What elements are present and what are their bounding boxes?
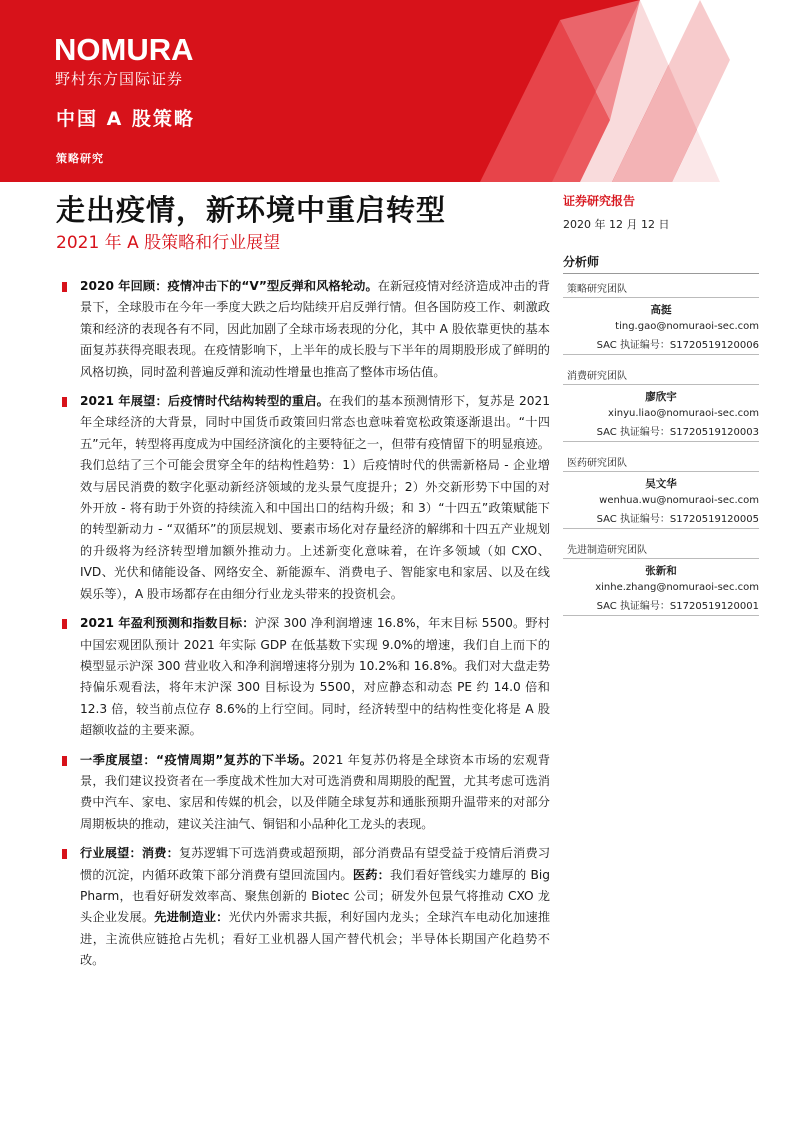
paragraph-text: 复苏逻辑下可选消费或超预期，部分消费品有望受益于疫情后消费习惯的沉淀，内循环政策下部分消费有望回流国内。 bbox=[80, 846, 551, 882]
team-name: 消费研究团队 bbox=[563, 365, 759, 385]
paragraph-text: 在我们的基本预测情形下，复苏是 2021 年全球经济的大背景，同时中国货币政策回归常态也意味着宽松政策逐渐退出。“十四五”元年，转型将再度成为中国经济演化的主要特征之一，但带有疫情留下的明显痕迹。我们总结了三个可能会贯穿全年的结构性趋势：1）后疫情时代的供需新格局 - 企业增效与居民消费的数字化驱动新经济领域的龙头景气度提升；2）外交新形势下中国的对外开放 - 将有助于外资的持续流入和中国出口的结构升级；和 3）“十四五”政策赋能下的转型新动力 - “双循环”的顶层规划、要素市场化对存量经济的解绑和十四五产业规划的升级将为经济转型增加额外推动力。上述新变化意味着，在许多领域（如 CXO、IVD、光伏和储能设备、网络安全、新能源车、消费电子、智能家电和家居、以及在线娱乐等），A 股市场都存在由细分行业龙头带来的投资机会。 bbox=[80, 394, 550, 601]
analyst-name: 廖欣宇 bbox=[645, 391, 677, 403]
team-name: 医药研究团队 bbox=[563, 452, 759, 472]
report-main-title: 走出疫情，新环境中重启转型 bbox=[56, 193, 447, 227]
paragraph-text: 沪深 300 净利润增速 16.8%，年末目标 5500。野村中国宏观团队预计 2021 年实际 GDP 在低基数下实现 9.0%的增速，我们自上而下的模型显示沪深 300 营业收入和净利润增速将分别为 10.2%和 16.8%。我们对大盘走势持偏乐观看法，将年末沪深 300 目标设为 5500，对应静态和动态 PE 约 14.0 倍和 12.3 倍，较当前点位存 8.6%的上行空间。同时，经济转型中的结构性变化将是 A 股超额收益的主要来源。 bbox=[80, 616, 550, 738]
nomura-logo: NOMURA bbox=[54, 32, 194, 67]
bullet-marker bbox=[62, 619, 67, 629]
report-type-label: 证券研究报告 bbox=[563, 194, 636, 208]
analyst-block bbox=[563, 452, 759, 529]
summary-paragraph bbox=[62, 750, 550, 836]
company-name-cn: 野村东方国际证券 bbox=[55, 70, 184, 88]
paragraph-lead-manufacturing: 先进制造业： bbox=[154, 910, 229, 925]
paragraph-lead: 一季度展望：“疫情周期”复苏的下半场。 bbox=[80, 752, 313, 767]
bullet-marker bbox=[62, 282, 67, 292]
paragraph-text: 在新冠疫情对经济造成冲击的背景下，全球股市在今年一季度大跌之后均陆续开启反弹行情。但各国防疫工作、刺激政策和经济的表现各有不同，因此加剧了全球市场表现的分化，其中 A 股依靠更快的基本面复苏获得亮眼表现。在疫情影响下，上半年的成长股与下半年的周期股形成了鲜明的风格切换，同时盈利普遍反弹和流动性增量也推高了整体市场估值。 bbox=[80, 279, 550, 379]
analyst-email-link[interactable]: xinhe.zhang@nomuraoi-sec.com bbox=[595, 582, 759, 593]
team-name: 策略研究团队 bbox=[563, 278, 759, 298]
report-summary-body bbox=[62, 276, 550, 980]
bullet-marker bbox=[62, 849, 67, 859]
paragraph-lead: 2021 年展望：后疫情时代结构转型的重启。 bbox=[80, 394, 330, 409]
analyst-sac-number: SAC 执证编号：S1720519120005 bbox=[596, 514, 759, 525]
bullet-marker bbox=[62, 397, 67, 407]
analyst-name: 张新和 bbox=[645, 565, 677, 577]
analyst-sac-number: SAC 执证编号：S1720519120003 bbox=[596, 427, 759, 438]
team-name: 先进制造研究团队 bbox=[563, 539, 759, 559]
paragraph-text-pharma: 我们看好管线实力雄厚的 Big Pharm，也看好研发效率高、聚焦创新的 Biotec 公司；研发外包景气将推动 CXO 龙头企业发展。 bbox=[80, 867, 551, 925]
paragraph-text-manufacturing: 光伏内外需求共振，利好国内龙头；全球汽车电动化加速推进，主流供应链抢占先机；看好工业机器人国产替代机会；半导体长期国产化趋势不改。 bbox=[80, 910, 551, 968]
paragraph-lead: 2021 年盈利预测和指数目标： bbox=[80, 616, 255, 631]
header-banner bbox=[0, 0, 800, 182]
analyst-sac-number: SAC 执证编号：S1720519120001 bbox=[596, 601, 759, 612]
analyst-block bbox=[563, 539, 759, 616]
summary-paragraph bbox=[62, 613, 550, 741]
analyst-name: 高挺 bbox=[650, 304, 672, 316]
analyst-name: 吴文华 bbox=[645, 478, 677, 490]
summary-paragraph bbox=[62, 276, 550, 383]
analyst-email-link[interactable]: xinyu.liao@nomuraoi-sec.com bbox=[608, 408, 759, 419]
header-triangle-graphic bbox=[0, 0, 800, 182]
analyst-block bbox=[563, 278, 759, 355]
analyst-heading: 分析师 bbox=[563, 253, 759, 274]
paragraph-lead: 2020 年回顾：疫情冲击下的“V”型反弹和风格轮动。 bbox=[80, 279, 378, 293]
bullet-marker bbox=[62, 756, 67, 766]
series-title: 中国 A 股策略 bbox=[56, 108, 195, 130]
report-subtitle: 2021 年 A 股策略和行业展望 bbox=[56, 233, 281, 253]
paragraph-lead-pharma: 医药： bbox=[352, 867, 391, 882]
paragraph-lead: 行业展望：消费： bbox=[80, 846, 179, 861]
analyst-sac-number: SAC 执证编号：S1720519120006 bbox=[596, 340, 759, 351]
paragraph-text: 2021 年复苏仍将是全球资本市场的宏观背景，我们建议投资者在一季度战术性加大对可选消费和周期股的配置，尤其考虑可选消费中汽车、家电、家居和传媒的机会，以及伴随全球复苏和通胀预期升温带来的对部分周期板块的推动，建议关注油气、铜铝和小品种化工龙头的表现。 bbox=[80, 752, 551, 831]
analyst-block bbox=[563, 365, 759, 442]
report-category: 策略研究 bbox=[56, 152, 104, 165]
analyst-email-link[interactable]: wenhua.wu@nomuraoi-sec.com bbox=[599, 495, 759, 506]
analyst-sidebar bbox=[563, 253, 759, 626]
summary-paragraph bbox=[62, 843, 550, 971]
analyst-email-link[interactable]: ting.gao@nomuraoi-sec.com bbox=[615, 321, 759, 332]
summary-paragraph bbox=[62, 391, 550, 605]
report-date: 2020 年 12 月 12 日 bbox=[563, 218, 670, 231]
